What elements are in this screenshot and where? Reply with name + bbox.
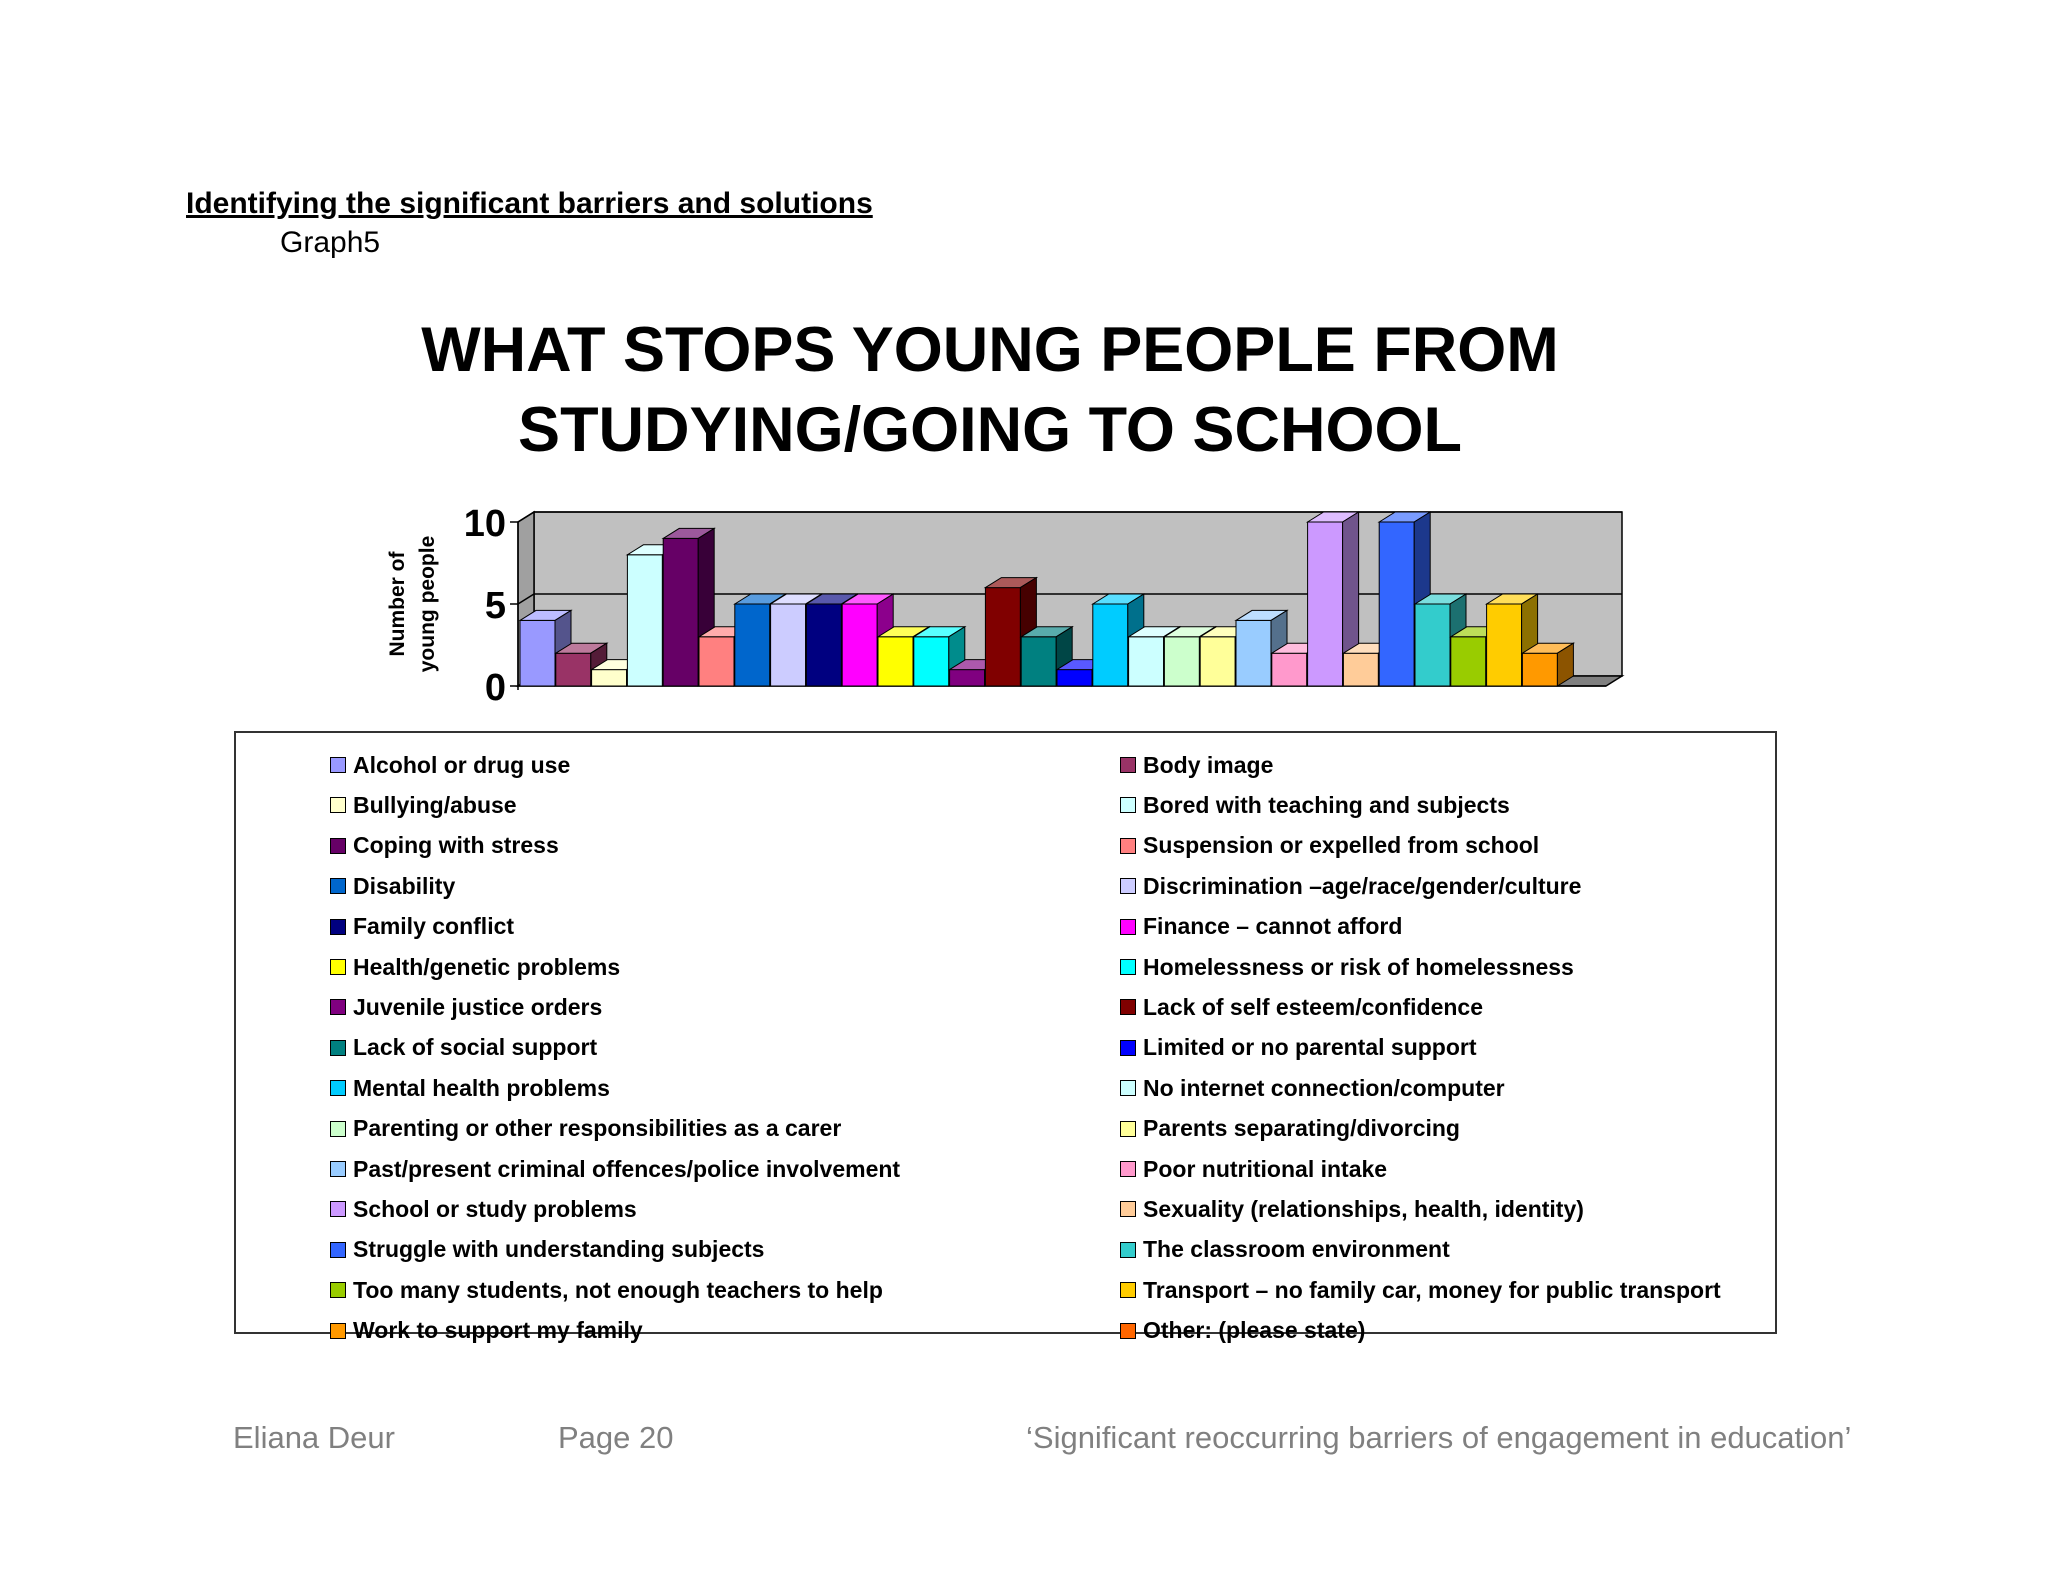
legend-item — [330, 1068, 610, 1108]
bar-29-front — [1522, 653, 1557, 686]
y-tick-label: 5 — [484, 585, 506, 627]
legend-item — [1120, 745, 1273, 785]
legend-label: Health/genetic problems — [353, 953, 621, 980]
legend-item — [330, 947, 620, 987]
legend-swatch — [1120, 1080, 1136, 1096]
legend-item — [1120, 1149, 1387, 1189]
legend-label: Mental health problems — [353, 1074, 610, 1101]
bar-3-front — [592, 670, 627, 686]
legend-label: Bored with teaching and subjects — [1143, 791, 1510, 818]
legend-label: Parents separating/divorcing — [1143, 1115, 1460, 1142]
legend-swatch — [330, 1080, 346, 1096]
legend-item — [330, 826, 559, 866]
bar-26-front — [1415, 604, 1450, 686]
legend-label: Transport – no family car, money for public transport — [1143, 1276, 1721, 1303]
legend-swatch — [330, 1161, 346, 1177]
bar-18-front — [1129, 637, 1164, 686]
legend-item — [330, 907, 514, 947]
legend-swatch — [330, 999, 346, 1015]
legend-item — [330, 1189, 637, 1229]
legend-label: Disability — [353, 872, 456, 899]
legend-swatch — [330, 757, 346, 773]
legend-swatch — [330, 797, 346, 813]
legend-label: The classroom environment — [1143, 1236, 1450, 1263]
legend-label: Lack of self esteem/confidence — [1143, 993, 1484, 1020]
legend-swatch — [330, 919, 346, 935]
legend-item — [1120, 907, 1402, 947]
bar-12-front — [914, 637, 949, 686]
legend-item — [330, 745, 570, 785]
legend-item — [330, 1270, 883, 1310]
legend-item — [330, 1109, 841, 1149]
bar-13-front — [950, 670, 985, 686]
legend-item — [1120, 947, 1574, 987]
legend-label: Work to support my family — [353, 1317, 643, 1344]
bar-23-front — [1308, 522, 1343, 686]
legend-item — [330, 987, 602, 1027]
legend-label: Suspension or expelled from school — [1143, 832, 1540, 859]
legend-item — [1120, 1270, 1721, 1310]
y-tick-label: 10 — [463, 503, 506, 545]
legend-item — [1120, 1311, 1365, 1351]
legend-label: School or study problems — [353, 1195, 637, 1222]
legend-label: Sexuality (relationships, health, identity) — [1143, 1195, 1584, 1222]
bar-2-front — [556, 653, 591, 686]
bar-27-front — [1451, 637, 1486, 686]
bar-17-front — [1093, 604, 1128, 686]
legend-label: Struggle with understanding subjects — [353, 1236, 765, 1263]
legend-item — [1120, 1109, 1460, 1149]
legend-item — [330, 1028, 597, 1068]
legend-item — [330, 1311, 643, 1351]
legend-label: Too many students, not enough teachers to help — [353, 1276, 883, 1303]
legend-swatch — [1120, 1201, 1136, 1217]
legend-swatch — [1120, 999, 1136, 1015]
legend-swatch — [1120, 878, 1136, 894]
legend-label: Limited or no parental support — [1143, 1034, 1477, 1061]
legend-label: Other: (please state) — [1143, 1317, 1366, 1344]
legend-swatch — [1120, 1242, 1136, 1258]
legend-swatch — [1120, 919, 1136, 935]
y-axis-label-line2: young people — [416, 535, 439, 673]
bar-28-front — [1487, 604, 1522, 686]
legend-item — [1120, 1028, 1477, 1068]
legend-swatch — [330, 878, 346, 894]
legend-label: No internet connection/computer — [1143, 1074, 1505, 1101]
legend-item — [1120, 785, 1510, 825]
legend-swatch — [330, 838, 346, 854]
bar-4-front — [627, 555, 662, 686]
legend-label: Alcohol or drug use — [353, 751, 571, 778]
bar-19-front — [1164, 637, 1199, 686]
legend-swatch — [330, 1323, 346, 1339]
legend-item — [1120, 866, 1581, 906]
bar-15-front — [1021, 637, 1056, 686]
legend-swatch — [1120, 1323, 1136, 1339]
legend-swatch — [1120, 1040, 1136, 1056]
legend-swatch — [1120, 757, 1136, 773]
legend-item — [330, 1230, 764, 1270]
bar-14-front — [985, 588, 1020, 686]
legend-item — [1120, 1068, 1505, 1108]
legend-label: Juvenile justice orders — [353, 993, 603, 1020]
bar-16-front — [1057, 670, 1092, 686]
section-heading: Identifying the significant barriers and solutions — [186, 187, 873, 220]
legend-swatch — [1120, 1121, 1136, 1137]
legend-label: Body image — [1143, 751, 1274, 778]
legend-label: Discrimination –age/race/gender/culture — [1143, 872, 1582, 899]
legend-label: Homelessness or risk of homelessness — [1143, 953, 1574, 980]
legend-label: Poor nutritional intake — [1143, 1155, 1388, 1182]
legend-swatch — [1120, 959, 1136, 975]
bar-7-front — [735, 604, 770, 686]
footer-page-number: Page 20 — [558, 1420, 674, 1455]
legend-label: Lack of social support — [353, 1034, 598, 1061]
bar-25-front — [1379, 522, 1414, 686]
legend-swatch — [330, 1242, 346, 1258]
legend-label: Parenting or other responsibilities as a carer — [353, 1115, 842, 1142]
legend-swatch — [330, 1121, 346, 1137]
bar-24-front — [1343, 653, 1378, 686]
footer-document-title: ‘Significant reoccurring barriers of engagement in education’ — [1026, 1420, 1852, 1455]
bar-11-front — [878, 637, 913, 686]
legend-label: Family conflict — [353, 913, 515, 940]
legend-label: Coping with stress — [353, 832, 559, 859]
legend-swatch — [1120, 1282, 1136, 1298]
bar-chart — [0, 0, 2048, 760]
bar-6-front — [699, 637, 734, 686]
legend-item — [1120, 987, 1483, 1027]
chart-legend — [234, 731, 1777, 1344]
legend-swatch — [330, 959, 346, 975]
legend-label: Past/present criminal offences/police involvement — [353, 1155, 901, 1182]
bar-1-front — [520, 620, 555, 686]
bar-9-front — [806, 604, 841, 686]
legend-swatch — [330, 1282, 346, 1298]
legend-label: Bullying/abuse — [353, 791, 517, 818]
legend-swatch — [330, 1201, 346, 1217]
legend-label: Finance – cannot afford — [1143, 913, 1403, 940]
legend-item — [1120, 1230, 1450, 1270]
legend-swatch — [1120, 838, 1136, 854]
chart-title-line2: STUDYING/GOING TO SCHOOL — [518, 395, 1462, 465]
bar-20-front — [1200, 637, 1235, 686]
chart-title-line1: WHAT STOPS YOUNG PEOPLE FROM — [421, 315, 1559, 385]
y-axis-label-line1: Number of — [386, 551, 409, 657]
legend-swatch — [1120, 797, 1136, 813]
legend-item — [330, 785, 517, 825]
footer-author: Eliana Deur — [233, 1420, 395, 1455]
bar-22-front — [1272, 653, 1307, 686]
y-tick-label: 0 — [484, 667, 506, 709]
bar-10-front — [842, 604, 877, 686]
graph-label: Graph5 — [280, 226, 381, 259]
legend-item — [1120, 1189, 1584, 1229]
legend-swatch — [330, 1040, 346, 1056]
legend-item — [330, 866, 455, 906]
legend-swatch — [1120, 1161, 1136, 1177]
legend-item — [330, 1149, 900, 1189]
bar-5-front — [663, 538, 698, 686]
bar-21-front — [1236, 620, 1271, 686]
bar-8-front — [771, 604, 806, 686]
legend-item — [1120, 826, 1539, 866]
